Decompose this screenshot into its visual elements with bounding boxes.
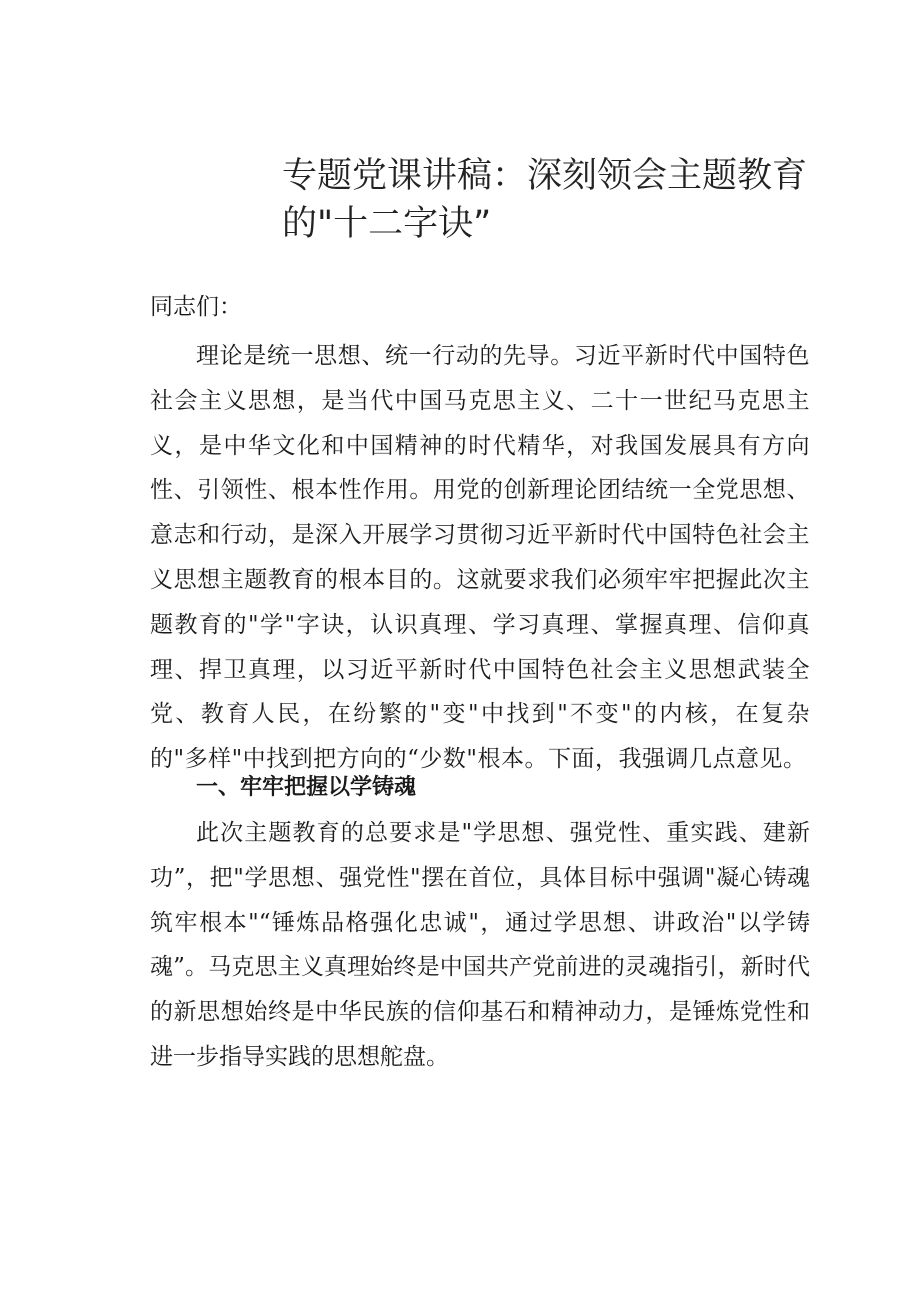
section-heading-1: 一、牢牢把握以学铸魂 xyxy=(196,775,417,800)
salutation: 同志们： xyxy=(150,294,242,320)
body-paragraph-2: 此次主题教育的总要求是"学思想、强党性、重实践、建新功”，把"学思想、强党性"摆在首位，具体目标中强调"凝心铸魂筑牢根本"“锤炼品格强化忠诚"，通过学思想、讲政治"以学铸魂”。马克思主义真理始终是中国共产党前进的灵魂指引，新时代的新思想始终是中华民族的信仰基石和精神动力，是锤炼党性和进一步指导实践的思想舵盘。 xyxy=(150,820,810,1070)
title-line-2: 的"十二字诀” xyxy=(282,204,492,244)
title-line-1: 专题党课讲稿：深刻领会主题教育 xyxy=(282,156,808,196)
body-paragraph-1: 理论是统一思想、统一行动的先导。习近平新时代中国特色社会主义思想，是当代中国马克思主义、二十一世纪马克思主义，是中华文化和中国精神的时代精华，对我国发展具有方向性、引领性、根本性作用。用党的创新理论团结统一全党思想、意志和行动，是深入开展学习贯彻习近平新时代中国特色社会主义思想主题教育的根本目的。这就要求我们必须牢牢把握此次主题教育的"学"字诀，认识真理、学习真理、掌握真理、信仰真理、捍卫真理，以习近平新时代中国特色社会主义思想武装全党、教育人民，在纷繁的"变"中找到"不变"的内核，在复杂的"多样"中找到把方向的“少数"根本。下面，我强调几点意见。 xyxy=(150,343,810,773)
document-title xyxy=(282,152,842,248)
